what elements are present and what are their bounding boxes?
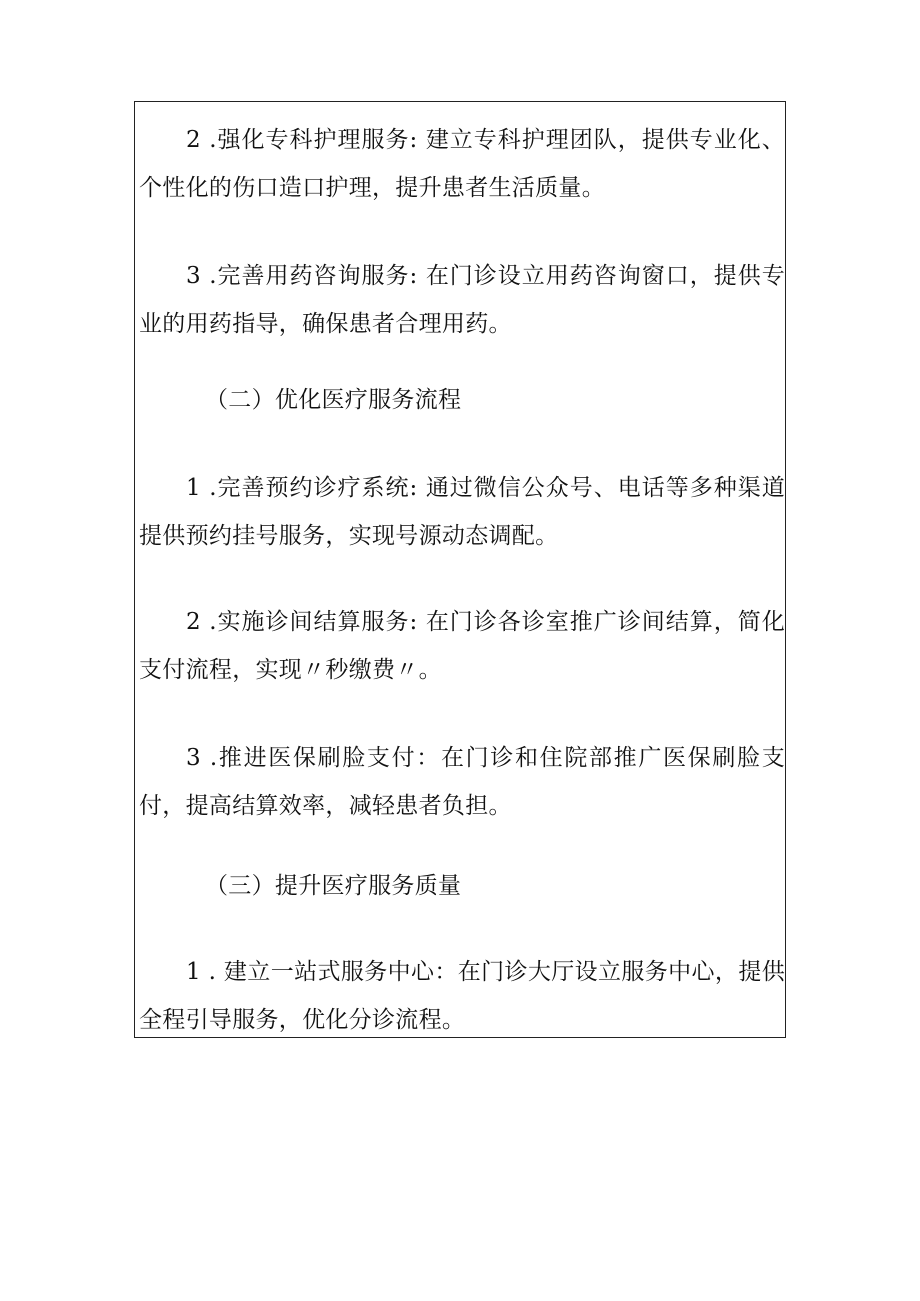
paragraph-specialist-nursing: 2 .强化专科护理服务: 建立专科护理团队，提供专业化、个性化的伤口造口护理，提升患者生活质量。 bbox=[139, 127, 785, 201]
paragraph-face-payment: 3 .推进医保刷脸支付：在门诊和住院部推广医保刷脸支付，提高结算效率，减轻患者负担。 bbox=[139, 745, 785, 819]
document-frame bbox=[134, 101, 786, 1038]
paragraph-appointment-system: 1 .完善预约诊疗系统: 通过微信公众号、电话等多种渠道提供预约挂号服务，实现号源动态调配。 bbox=[139, 475, 785, 549]
section-heading-improve-quality: （三）提升医疗服务质量 bbox=[205, 873, 462, 899]
paragraph-medication-consulting: 3 .完善用药咨询服务: 在门诊设立用药咨询窗口，提供专业的用药指导，确保患者合理用药。 bbox=[139, 263, 785, 337]
section-heading-optimize-process: （二）优化医疗服务流程 bbox=[205, 387, 462, 413]
paragraph-one-stop-center: 1 . 建立一站式服务中心：在门诊大厅设立服务中心，提供全程引导服务，优化分诊流程。 bbox=[139, 959, 785, 1033]
paragraph-clinic-settlement: 2 .实施诊间结算服务: 在门诊各诊室推广诊间结算，简化支付流程，实现〃秒缴费〃。 bbox=[139, 609, 785, 683]
